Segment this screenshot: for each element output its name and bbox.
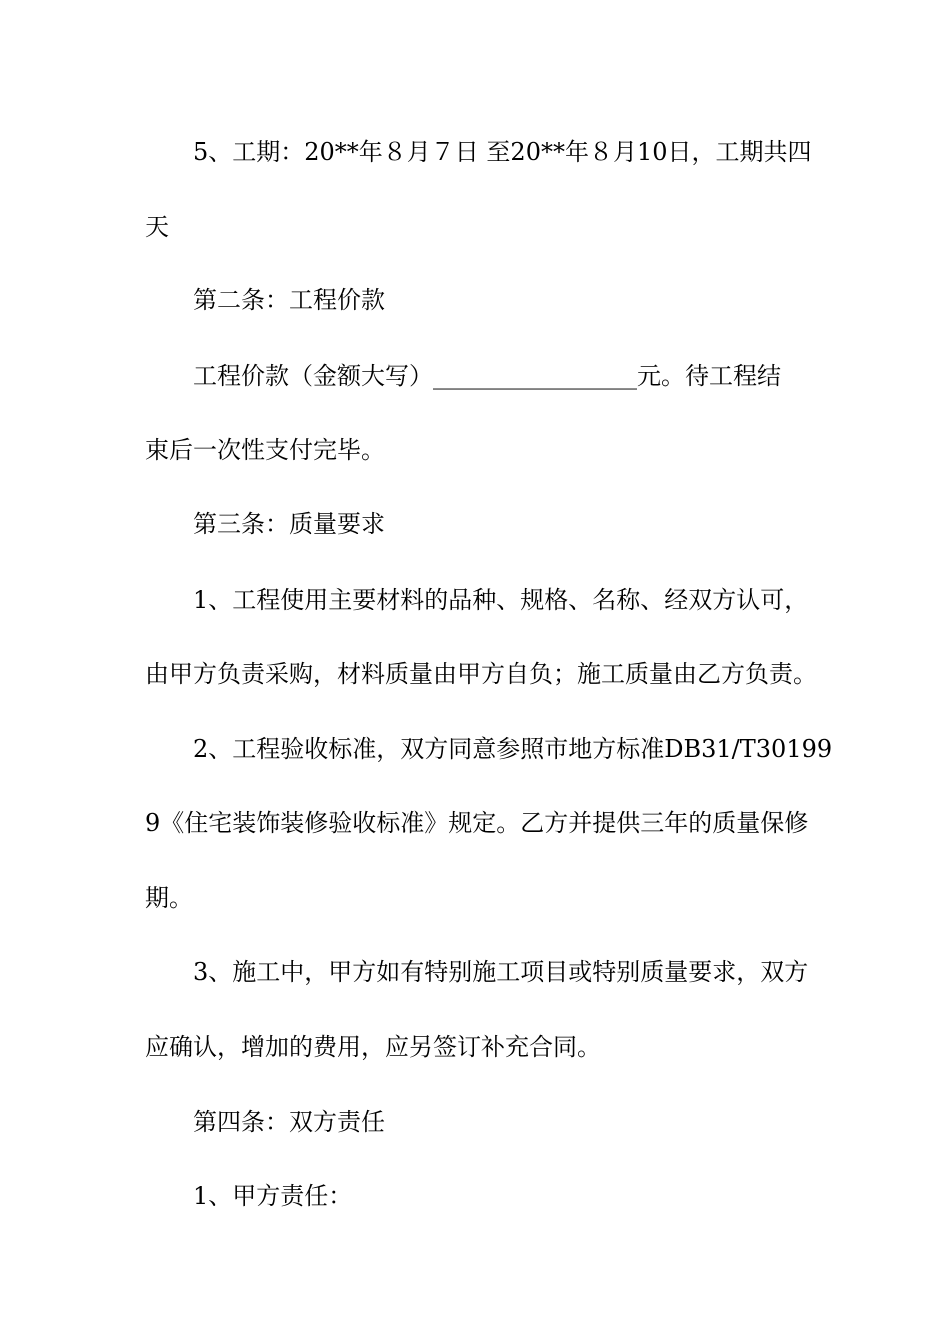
quality-item-2-line-3: 期。	[145, 884, 193, 912]
quality-item-2-line-2: 9《住宅装饰装修验收标准》规定。乙方并提供三年的质量保修	[145, 809, 809, 837]
article-2-heading: 第二条：工程价款	[193, 286, 385, 314]
price-line-2: 束后一次性支付完毕。	[145, 436, 385, 464]
quality-item-3-line-2: 应确认，增加的费用，应另签订补充合同。	[145, 1033, 601, 1061]
quality-item-1-line-1: 1、工程使用主要材料的品种、规格、名称、经双方认可，	[193, 586, 809, 614]
clause-schedule-line-2: 天	[145, 213, 169, 241]
quality-item-2-line-1: 2、工程验收标准，双方同意参照市地方标准DB31/T30199	[193, 735, 833, 763]
clause-schedule-line-1: 5、工期：20**年８月７日 至20**年８月10日，工期共四	[193, 138, 812, 166]
party-a-duty-heading: 1、甲方责任：	[193, 1182, 353, 1210]
article-3-heading: 第三条：质量要求	[193, 510, 385, 538]
quality-item-1-line-2: 由甲方负责采购，材料质量由甲方自负；施工质量由乙方负责。	[145, 660, 817, 688]
article-4-heading: 第四条：双方责任	[193, 1108, 385, 1136]
quality-item-3-line-1: 3、施工中，甲方如有特别施工项目或特别质量要求，双方	[193, 958, 809, 986]
price-line-1: 工程价款（金额大写）_________________元。待工程结	[193, 362, 781, 390]
